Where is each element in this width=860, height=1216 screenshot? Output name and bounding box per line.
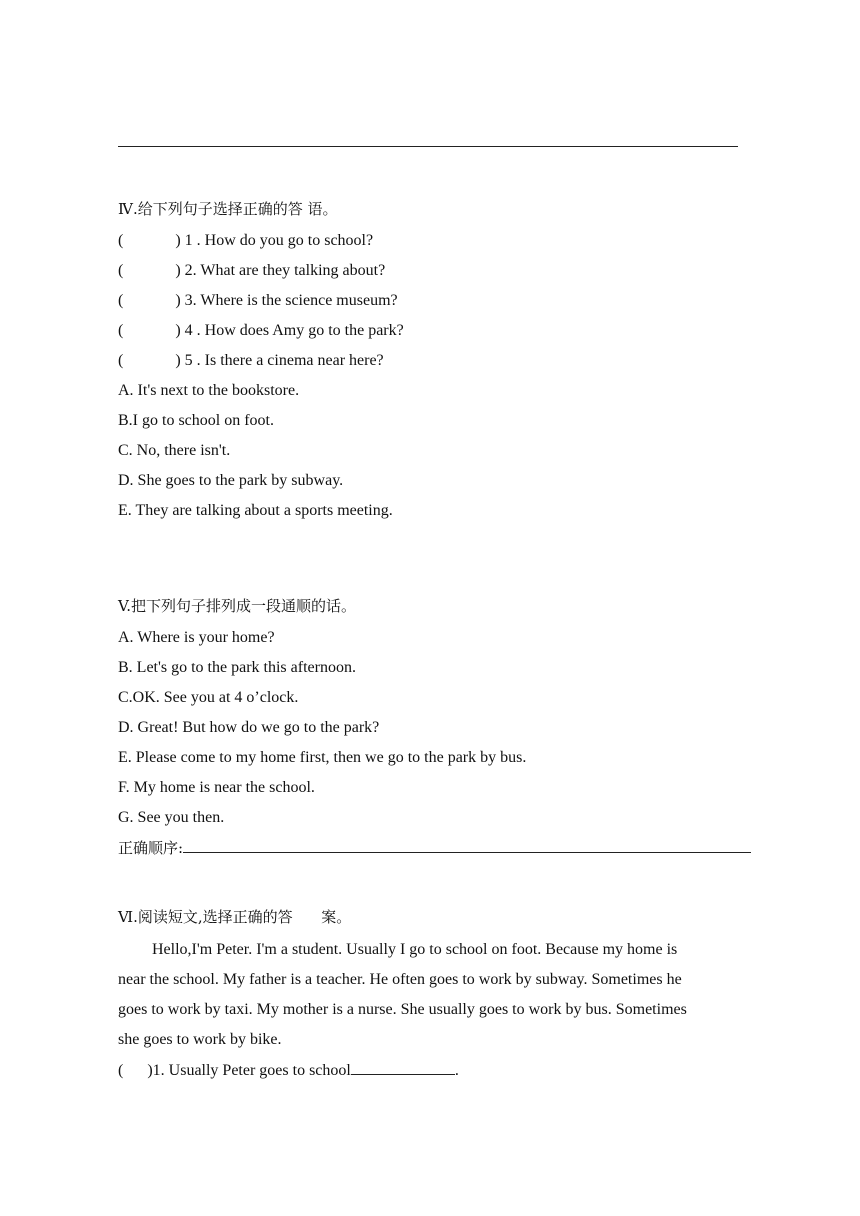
passage-line: goes to work by taxi. My mother is a nurse. She usually goes to work by bus. Sometimes: [118, 1001, 687, 1018]
answer-paren-open: (: [118, 352, 124, 369]
section-5-heading: V.把下列句子排列成一段通顺的话。: [118, 597, 356, 615]
question-text: 4 . How does Amy go to the park?: [184, 322, 404, 339]
answer-option: A. It's next to the bookstore.: [118, 382, 300, 399]
answer-paren-open: (: [118, 292, 124, 309]
passage-line: she goes to work by bike.: [118, 1031, 282, 1048]
answer-paren-close: ): [175, 262, 181, 279]
answer-paren-close: ): [175, 232, 181, 249]
answer-option: D. She goes to the park by subway.: [118, 472, 344, 489]
answer-option: C. No, there isn't.: [118, 442, 231, 459]
section-4-heading: Ⅳ.给下列句子选择正确的答 语。: [118, 200, 338, 218]
question-text: )1. Usually Peter goes to school: [147, 1062, 351, 1079]
dialogue-sentence: F. My home is near the school.: [118, 779, 315, 796]
question-row: [118, 351, 384, 371]
answer-paren-close: ): [175, 292, 181, 309]
answer-paren-open: (: [118, 322, 124, 339]
dialogue-sentence: G. See you then.: [118, 809, 225, 826]
order-answer-row: [118, 838, 751, 859]
answer-option: B.I go to school on foot.: [118, 412, 274, 429]
question-text: 2. What are they talking about?: [184, 262, 386, 279]
answer-paren-open: (: [118, 1062, 124, 1079]
question-text: 5 . Is there a cinema near here?: [184, 352, 384, 369]
dialogue-sentence: A. Where is your home?: [118, 629, 275, 646]
passage-line: near the school. My father is a teacher. He often goes to work by subway. Sometimes he: [118, 971, 682, 988]
question-row: [118, 231, 373, 251]
question-row: [118, 321, 404, 341]
question-end: .: [454, 1062, 459, 1079]
dialogue-sentence: D. Great! But how do we go to the park?: [118, 719, 380, 736]
answer-paren-open: (: [118, 232, 124, 249]
dialogue-sentence: B. Let's go to the park this afternoon.: [118, 659, 356, 676]
question-row: [118, 261, 385, 281]
answer-paren-open: (: [118, 262, 124, 279]
fill-in-blank[interactable]: [351, 1060, 455, 1075]
dialogue-sentence: C.OK. See you at 4 o’clock.: [118, 689, 299, 706]
answer-paren-close: ): [175, 322, 181, 339]
order-label: 正确顺序:: [118, 839, 184, 857]
passage-line: Hello,I'm Peter. I'm a student. Usually I go to school on foot. Because my home is: [152, 941, 678, 958]
answer-paren-close: ): [175, 352, 181, 369]
answer-option: E. They are talking about a sports meeting.: [118, 502, 393, 519]
dialogue-sentence: E. Please come to my home first, then we go to the park by bus.: [118, 749, 527, 766]
question-text: 3. Where is the science museum?: [184, 292, 398, 309]
header-rule: [118, 146, 738, 147]
question-text: 1 . How do you go to school?: [184, 232, 374, 249]
reading-question-row: [118, 1060, 459, 1081]
question-row: [118, 291, 398, 311]
section-6-heading: Ⅵ.阅读短文,选择正确的答 案。: [118, 908, 352, 926]
order-answer-blank[interactable]: [183, 838, 751, 853]
